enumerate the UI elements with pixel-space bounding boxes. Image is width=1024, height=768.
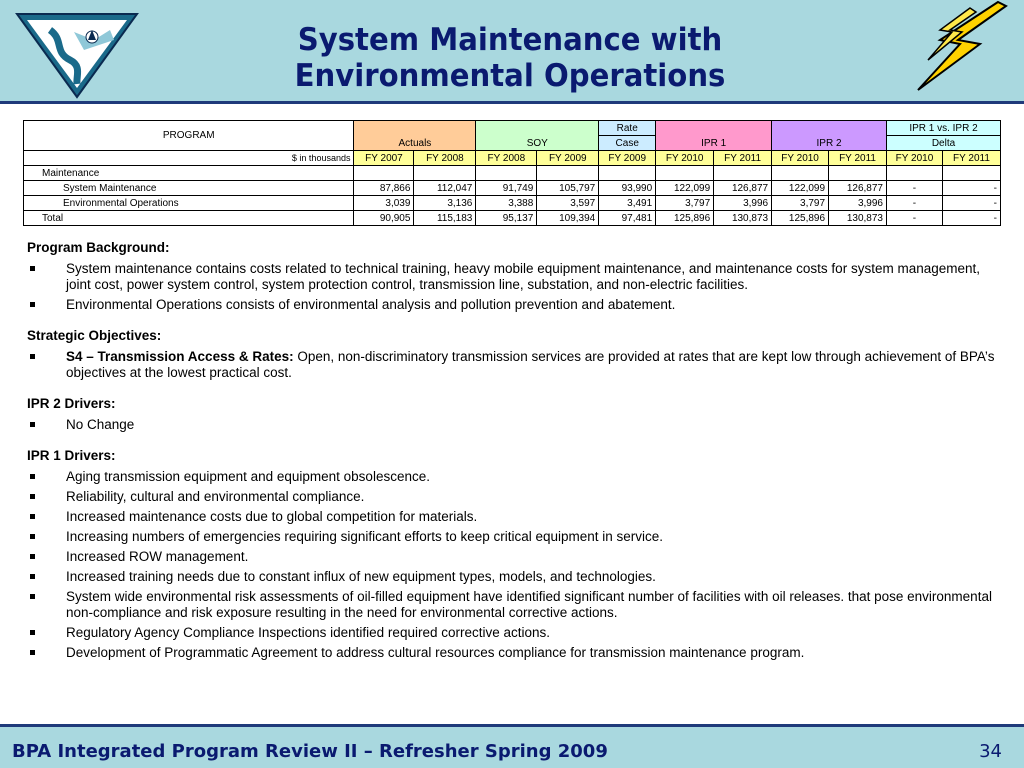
bullet-icon: [30, 630, 35, 635]
delta-header-line2: Delta: [887, 136, 1001, 151]
list-item-text: Aging transmission equipment and equipment obsolescence.: [66, 469, 430, 484]
program-background-heading: Program Background:: [27, 240, 170, 255]
table-cell: 130,873: [829, 211, 887, 226]
year-header: FY 2009: [537, 151, 599, 166]
table-cell: 91,749: [476, 181, 537, 196]
list-item-text: Development of Programmatic Agreement to address cultural resources compliance for transmission maintenance program.: [66, 645, 805, 660]
table-cell: 3,597: [537, 196, 599, 211]
ipr2-group-header: IPR 2: [772, 121, 887, 151]
list-item-text: System wide environmental risk assessments of oil-filled equipment have identified significant number of facilities with oil releases. that pose environmental non-compliance and risk exposure resulting in the need for environmental corrective actions.: [66, 589, 992, 620]
list-item: [27, 469, 1002, 485]
objective-label: S4 – Transmission Access & Rates:: [66, 349, 294, 364]
table-row: [24, 181, 1001, 196]
table-cell: -: [887, 211, 943, 226]
table-cell: 125,896: [772, 211, 829, 226]
table-cell: 126,877: [829, 181, 887, 196]
lightning-bolt-icon: [910, 0, 1008, 94]
table-cell: -: [942, 211, 1000, 226]
bullet-icon: [30, 494, 35, 499]
table-cell: 109,394: [537, 211, 599, 226]
table-cell: -: [942, 196, 1000, 211]
soy-group-header: SOY: [476, 121, 599, 151]
list-item: [27, 589, 1002, 621]
bpa-logo-icon: [14, 10, 140, 100]
table-cell: 3,797: [772, 196, 829, 211]
table-row: [24, 196, 1001, 211]
list-item: [27, 549, 1002, 565]
table-cell: 125,896: [656, 211, 714, 226]
list-item: [27, 509, 1002, 525]
budget-table: [23, 120, 1001, 226]
delta-header-line1: IPR 1 vs. IPR 2: [887, 121, 1001, 136]
table-cell: 3,039: [354, 196, 414, 211]
table-cell: 115,183: [414, 211, 476, 226]
list-item-text: Reliability, cultural and environmental compliance.: [66, 489, 365, 504]
table-cell: 93,990: [599, 181, 656, 196]
bullet-icon: [30, 514, 35, 519]
actuals-group-header: Actuals: [354, 121, 476, 151]
bullet-icon: [30, 594, 35, 599]
year-header: FY 2010: [887, 151, 943, 166]
table-cell: 3,996: [714, 196, 772, 211]
table-cell: 97,481: [599, 211, 656, 226]
table-cell: 105,797: [537, 181, 599, 196]
list-item: [27, 625, 1002, 641]
table-cell: 122,099: [772, 181, 829, 196]
year-header: FY 2008: [476, 151, 537, 166]
bullet-icon: [30, 354, 35, 359]
section-row: [24, 166, 1001, 181]
row-label: Environmental Operations: [24, 196, 354, 211]
list-item-text: Increasing numbers of emergencies requiring significant efforts to keep critical equipment in service.: [66, 529, 664, 544]
table-cell: 122,099: [656, 181, 714, 196]
table-cell: -: [942, 181, 1000, 196]
year-header: FY 2011: [942, 151, 1000, 166]
table-cell: 112,047: [414, 181, 476, 196]
slide-body: [27, 240, 1002, 665]
units-label: $ in thousands: [24, 151, 354, 166]
bullet-icon: [30, 474, 35, 479]
year-header: FY 2007: [354, 151, 414, 166]
table-cell: 3,491: [599, 196, 656, 211]
list-item-text: No Change: [66, 417, 135, 432]
list-item: [27, 529, 1002, 545]
list-item: [27, 489, 1002, 505]
slide-header: [0, 0, 1024, 104]
list-item-text: System maintenance contains costs related to technical training, heavy mobile equipment maintenance, and maintenance costs for system management, joint cost, power system control, system protection control, transmission line, substation, and non-electric facilities.: [66, 261, 980, 292]
row-label: System Maintenance: [24, 181, 354, 196]
year-header: FY 2009: [599, 151, 656, 166]
table-cell: 130,873: [714, 211, 772, 226]
table-cell: 3,797: [656, 196, 714, 211]
list-item-text: Environmental Operations consists of environmental analysis and pollution prevention and abatement.: [66, 297, 676, 312]
list-item: [27, 569, 1002, 585]
ipr2-drivers-heading: IPR 2 Drivers:: [27, 396, 116, 411]
ipr2-list: [27, 417, 1002, 433]
bullet-icon: [30, 422, 35, 427]
list-item-text: Increased maintenance costs due to global competition for materials.: [66, 509, 478, 524]
bullet-icon: [30, 650, 35, 655]
program-header: PROGRAM: [24, 121, 354, 151]
slide-footer: [0, 724, 1024, 768]
strategic-objectives-heading: Strategic Objectives:: [27, 328, 162, 343]
background-list: [27, 261, 1002, 313]
page-title: [230, 22, 790, 94]
list-item: [27, 349, 1002, 381]
section-label: Maintenance: [24, 166, 354, 181]
table-cell: 95,137: [476, 211, 537, 226]
table-cell: 3,136: [414, 196, 476, 211]
year-header: FY 2010: [772, 151, 829, 166]
bullet-icon: [30, 574, 35, 579]
ipr1-list: [27, 469, 1002, 661]
ipr1-group-header: IPR 1: [656, 121, 772, 151]
list-item-text: Increased ROW management.: [66, 549, 249, 564]
total-row: [24, 211, 1001, 226]
list-item-text: Regulatory Agency Compliance Inspections identified required corrective actions.: [66, 625, 551, 640]
year-header: FY 2011: [829, 151, 887, 166]
rate-case-header-line1: Rate: [599, 121, 656, 136]
page-number: 34: [979, 741, 1002, 762]
bullet-icon: [30, 554, 35, 559]
row-label: Total: [24, 211, 354, 226]
table-cell: 3,996: [829, 196, 887, 211]
table-cell: 3,388: [476, 196, 537, 211]
bullet-icon: [30, 534, 35, 539]
table-cell: 87,866: [354, 181, 414, 196]
list-item: [27, 261, 1002, 293]
list-item: [27, 297, 1002, 313]
list-item: [27, 645, 1002, 661]
title-line-2: Environmental Operations: [294, 58, 726, 94]
footer-title: BPA Integrated Program Review II – Refresher Spring 2009: [12, 741, 608, 762]
table-cell: 126,877: [714, 181, 772, 196]
title-line-1: System Maintenance with: [297, 22, 723, 58]
objective-text: Open, non-discriminatory transmission services are provided at rates that are kept low through achievement of BPA’s objectives at the lowest practical cost.: [66, 349, 995, 380]
bullet-icon: [30, 266, 35, 271]
year-header: FY 2011: [714, 151, 772, 166]
strategic-list: [27, 349, 1002, 381]
year-header: FY 2010: [656, 151, 714, 166]
list-item-text: Increased training needs due to constant influx of new equipment types, models, and technologies.: [66, 569, 656, 584]
table-cell: -: [887, 181, 943, 196]
year-header: FY 2008: [414, 151, 476, 166]
table-cell: -: [887, 196, 943, 211]
rate-case-header-line2: Case: [599, 136, 656, 151]
table-cell: 90,905: [354, 211, 414, 226]
list-item: [27, 417, 1002, 433]
bullet-icon: [30, 302, 35, 307]
ipr1-drivers-heading: IPR 1 Drivers:: [27, 448, 116, 463]
